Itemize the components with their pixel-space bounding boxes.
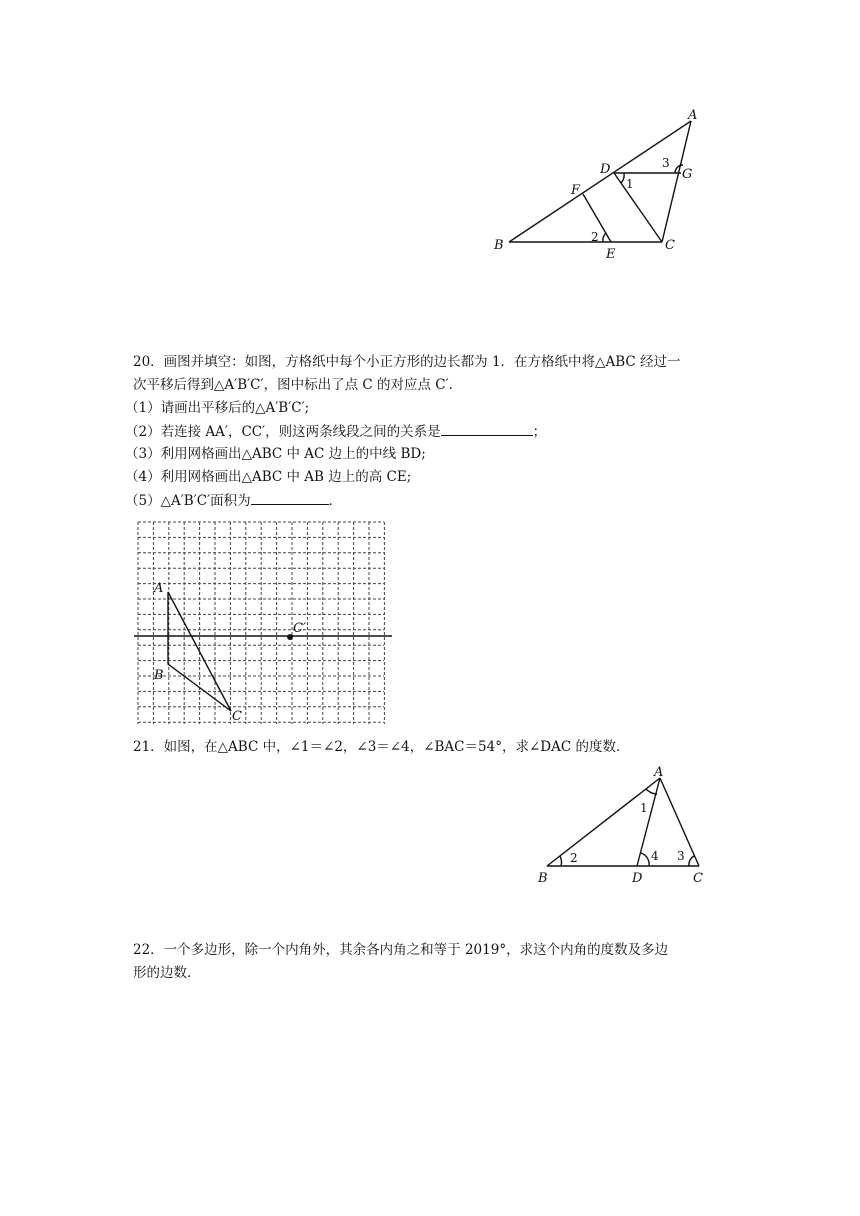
angle-arc-4: [641, 853, 649, 866]
grid-label-A: A: [154, 581, 164, 596]
angle-label-2: 2: [591, 230, 599, 244]
q20-item5-end: ．: [328, 493, 343, 509]
q20-item2-end: ；: [532, 424, 547, 440]
label-A: A: [654, 765, 664, 780]
label-F: F: [571, 183, 581, 198]
angle-arc-3: [689, 856, 694, 866]
q20-item2-blank[interactable]: [441, 421, 533, 436]
angle-arc-1: [621, 173, 624, 183]
label-B: B: [494, 238, 504, 253]
grid-label-C: C: [232, 709, 242, 724]
figure-q19: [490, 105, 720, 265]
angle-arc-2: [603, 233, 606, 242]
label-G: G: [682, 167, 693, 182]
q22-line1: 22．一个多边形，除一个内角外，其余各内角之和等于 2019°，求这个内角的度数及多边: [133, 942, 669, 958]
q20-item5-text: （5）△A′B′C′面积为: [125, 493, 251, 509]
grid-label-B: B: [154, 668, 164, 683]
segment-BA: [547, 778, 660, 866]
angle-arc-1: [646, 789, 657, 794]
angle-label-3: 3: [677, 849, 685, 863]
q20-item3: （3）利用网格画出△ABC 中 AC 边上的中线 BD;: [125, 446, 426, 462]
q20-line2: 次平移后得到△A′B′C′，图中标出了点 C 的对应点 C′．: [133, 377, 463, 393]
label-E: E: [606, 247, 616, 262]
segment-DC: [614, 173, 662, 242]
label-C: C: [693, 871, 703, 886]
label-D: D: [600, 162, 611, 177]
angle-label-4: 4: [651, 849, 659, 863]
angle-label-3: 3: [662, 156, 670, 170]
label-A: A: [688, 108, 698, 123]
angle-label-2: 2: [570, 851, 578, 865]
figure-q21: [530, 760, 720, 890]
q20-item5-blank[interactable]: [251, 490, 329, 505]
q20-item1: （1）请画出平移后的△A′B′C′;: [125, 400, 310, 416]
label-B: B: [538, 871, 548, 886]
angle-arc-2: [560, 856, 561, 866]
q20-item2-text: （2）若连接 AA′，CC′，则这两条线段之间的关系是: [125, 424, 441, 440]
label-C: C: [665, 238, 675, 253]
grid-lines: [138, 522, 384, 724]
q20-line1: 20．画图并填空：如图，方格纸中每个小正方形的边长都为 1．在方格纸中将△ABC 经过一: [133, 354, 681, 370]
grid-label-Cprime: C′: [293, 621, 306, 636]
label-D: D: [632, 871, 643, 886]
q20-item4: （4）利用网格画出△ABC 中 AB 边上的高 CE;: [125, 469, 412, 485]
figure-q20-grid: [130, 515, 395, 730]
q22-line2: 形的边数．: [133, 965, 201, 981]
angle-label-1: 1: [640, 801, 648, 815]
q20-item5: [125, 490, 342, 511]
q21-text: 21．如图，在△ABC 中，∠1＝∠2，∠3＝∠4，∠BAC＝54°，求∠DAC 的度数．: [133, 739, 630, 755]
q20-item2: [125, 421, 546, 442]
angle-label-1: 1: [626, 177, 634, 191]
